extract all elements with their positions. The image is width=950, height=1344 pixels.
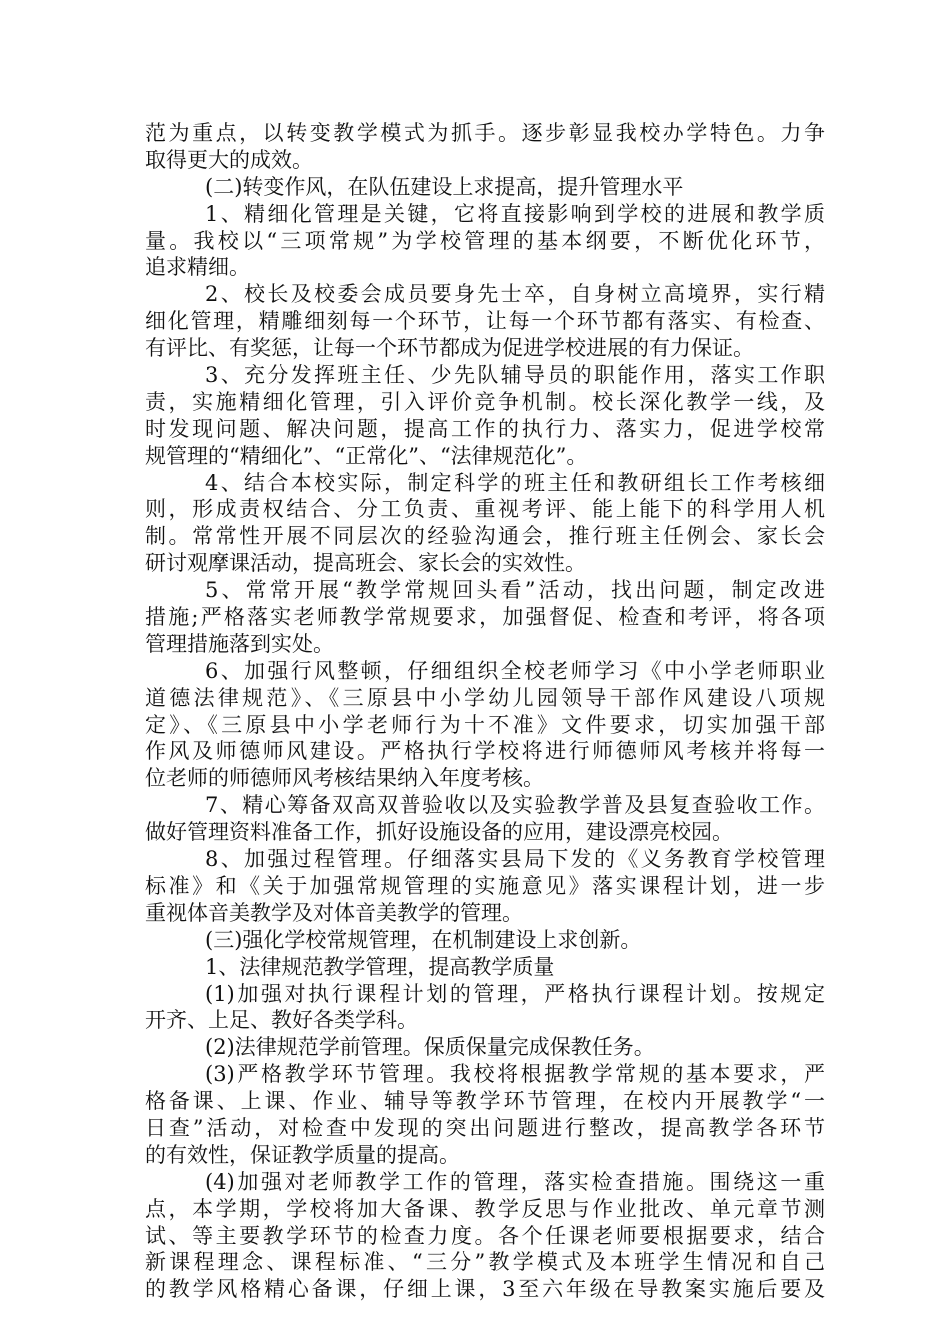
text-line: (2)法律规范学前管理。保质保量完成保教任务。 [205,1035,655,1060]
text-line: 措施;严格落实老师教学常规要求，加强督促、检查和考评，将各项 [145,605,825,630]
text-line: 5、常常开展“教学常规回头看”活动，找出问题，制定改进 [205,578,825,603]
text-line: 格备课、上课、作业、辅导等教学环节管理，在校内开展教学“一 [145,1089,825,1114]
text-line: 量。我校以“三项常规”为学校管理的基本纲要，不断优化环节， [145,228,825,253]
text-line: 1、精细化管理是关键，它将直接影响到学校的进展和教学质 [205,201,825,226]
text-line: (4)加强对老师教学工作的管理，落实检查措施。围绕这一重 [205,1169,825,1194]
text-line: 6、加强行风整顿，仔细组织全校老师学习《中小学老师职业 [205,658,825,683]
text-line: 则，形成责权结合、分工负责、重视考评、能上能下的科学用人机 [145,497,825,522]
text-line: 管理措施落到实处。 [145,631,334,656]
text-line: (1)加强对执行课程计划的管理，严格执行课程计划。按规定 [205,981,825,1006]
text-line: 点，本学期，学校将加大备课、教学反思与作业批改、单元章节测 [145,1196,825,1221]
text-line: 2、校长及校委会成员要身先士卒，自身树立高境界，实行精 [205,282,825,307]
text-line: 做好管理资料准备工作，抓好设施设备的应用，建设漂亮校园。 [145,820,733,845]
text-line: 日查”活动，对检查中发现的突出问题进行整改，提高教学各环节 [145,1115,825,1140]
text-line: 4、结合本校实际，制定科学的班主任和教研组长工作考核细 [205,470,825,495]
text-line: 7、精心筹备双高双普验收以及实验教学普及县复查验收工作。 [205,793,825,818]
text-line: 位老师的师德师风考核结果纳入年度考核。 [145,766,544,791]
text-line: 制。常常性开展不同层次的经验沟通会，推行班主任例会、家长会 [145,524,825,549]
text-line: 责，实施精细化管理，引入评价竞争机制。校长深化教学一线，及 [145,389,825,414]
text-line: 取得更大的成效。 [145,147,313,172]
text-line: 3、充分发挥班主任、少先队辅导员的职能作用，落实工作职 [205,363,825,388]
text-line: 试、等主要教学环节的检查力度。各个任课老师要根据要求，结合 [145,1223,825,1248]
text-line: 规管理的“精细化”、“正常化”、“法律规范化”。 [145,443,588,468]
text-line: 重视体音美教学及对体音美教学的管理。 [145,900,523,925]
text-line: 时发现问题、解决问题，提高工作的执行力、落实力，促进学校常 [145,416,825,441]
text-line: 作风及师德师风建设。严格执行学校将进行师德师风考核并将每一 [145,739,825,764]
text-line: 追求精细。 [145,255,250,280]
text-line: 道德法律规范》、《三原县中小学幼儿园领导干部作风建设八项规 [145,685,825,710]
text-line: 范为重点，以转变教学模式为抓手。逐步彰显我校办学特色。力争 [145,121,825,145]
text-line: 新课程理念、课程标准、“三分”教学模式及本班学生情况和自己 [145,1250,825,1275]
body-text [145,120,825,1303]
text-line: (3)严格教学环节管理。我校将根据教学常规的基本要求，严 [205,1062,825,1087]
text-line: 8、加强过程管理。仔细落实县局下发的《义务教育学校管理 [205,847,825,872]
text-line: 标准》和《关于加强常规管理的实施意见》落实课程计划，进一步 [145,873,825,898]
text-line: 定》、《三原县中小学老师行为十不准》文件要求，切实加强干部 [145,712,825,737]
text-line: 的有效性，保证教学质量的提高。 [145,1142,460,1167]
text-line: 的教学风格精心备课，仔细上课，3至六年级在导教案实施后要及 [145,1277,825,1302]
text-line: (三)强化学校常规管理，在机制建设上求创新。 [205,927,642,952]
text-line: 研讨观摩课活动，提高班会、家长会的实效性。 [145,551,586,576]
text-line: (二)转变作风，在队伍建设上求提高，提升管理水平 [205,174,684,199]
text-line: 细化管理，精雕细刻每一个环节，让每一个环节都有落实、有检查、 [145,309,825,334]
text-line: 有评比、有奖惩，让每一个环节都成为促进学校进展的有力保证。 [145,336,754,361]
text-line: 开齐、上足、教好各类学科。 [145,1008,418,1033]
text-line: 1、法律规范教学管理，提高教学质量 [205,954,555,979]
